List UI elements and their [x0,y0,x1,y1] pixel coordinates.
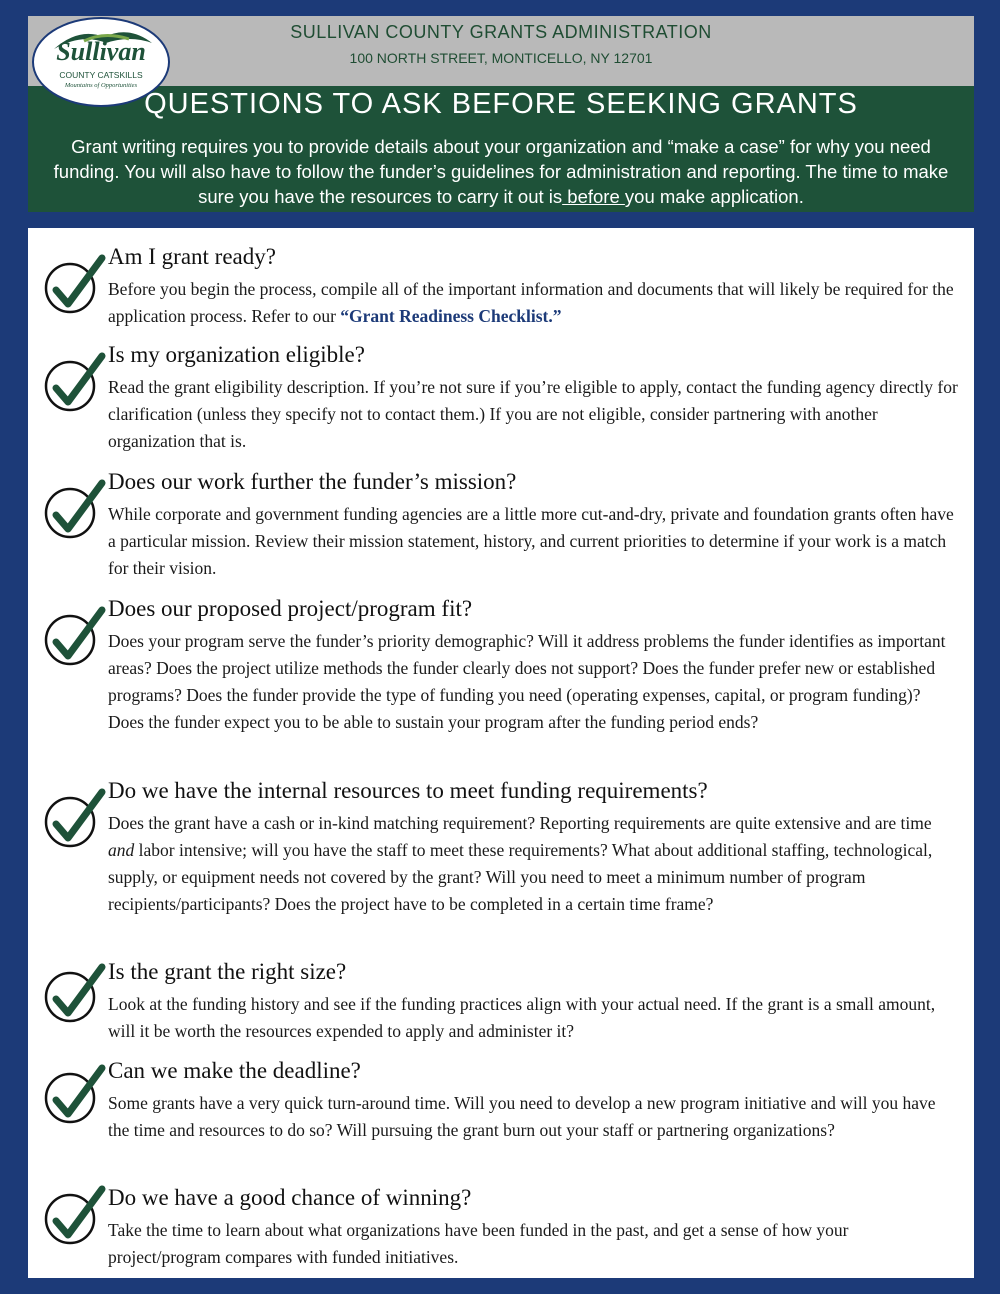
question-title: Do we have a good chance of winning? [108,1185,472,1210]
question-body-text: labor intensive; will you have the staff to meet these requirements? What about additional staffing, technological, supply, or equipment needs not covered by the grant? Will you need to meet a minimum number of program recipients/participants? Does the project have to be completed in a certain time frame? [108,840,933,914]
question-title: Can we make the deadline? [108,1058,361,1083]
checkmark-icon [42,352,108,414]
question-title: Is my organization eligible? [108,342,365,367]
question-title: Does our work further the funder’s mission? [108,469,517,494]
questions-panel [28,228,974,1278]
question-body: Read the grant eligibility description. If you’re not sure if you’re eligible to apply, contact the funding agency directly for clarification (unless they specify not to contact them.) If you are not eligible, consider partnering with another organization that is. [108,377,958,451]
intro-text [40,134,962,209]
question-body [108,276,958,330]
question-body: Does your program serve the funder’s priority demographic? Will it address problems the funder identifies as important areas? Does the project utilize methods the funder clearly does not support? Does the funder prefer new or established programs? Does the funder provide the type of funding you need (operating expenses, capital, or program funding)? Does the funder expect you to be able to sustain your program after the funding period ends? [108,631,946,732]
org-address: 100 NORTH STREET, MONTICELLO, NY 12701 [349,50,653,66]
checkmark-icon [42,1064,108,1126]
checkmark-icon [42,606,108,668]
checkmark-icon [42,788,108,850]
checkmark-icon [42,963,108,1025]
intro-underlined: before [562,186,625,207]
question-title: Do we have the internal resources to meet funding requirements? [108,778,708,803]
question-body: Some grants have a very quick turn-around time. Will you need to develop a new program initiative and will you have the time and resources to do so? Will pursuing the grant burn out your staff or partnering organizations? [108,1093,936,1140]
sullivan-county-logo [32,17,170,107]
logo-tagline: Mountains of Opportunities [64,82,138,89]
question-body-text: Does the grant have a cash or in-kind matching requirement? Reporting requirements are quite extensive and are time [108,813,932,833]
logo-county: COUNTY CATSKILLS [59,70,143,80]
question-body: While corporate and government funding agencies are a little more cut-and-dry, private and foundation grants often have a particular mission. Review their mission statement, history, and current priorities to determine if your work is a match for their vision. [108,504,954,578]
question-title: Am I grant ready? [108,244,276,269]
page-title: QUESTIONS TO ASK BEFORE SEEKING GRANTS [144,88,858,120]
question-title: Is the grant the right size? [108,959,347,984]
intro-part2: you make application. [624,186,804,207]
checkmark-icon [42,254,108,316]
grant-readiness-checklist-link[interactable]: “Grant Readiness Checklist.” [340,306,562,326]
question-body [108,810,958,918]
logo-script: Sullivan [56,37,146,66]
org-name: SULLIVAN COUNTY GRANTS ADMINISTRATION [290,22,712,42]
checkmark-icon [42,479,108,541]
checkmark-icon [42,1185,108,1247]
intro-part1: Grant writing requires you to provide details about your organization and “make a case” for why you need funding. You will also have to follow the funder’s guidelines for administration and reporting. The time to make sure you have the resources to carry it out is [53,136,949,207]
question-body: Look at the funding history and see if the funding practices align with your actual need. If the grant is a small amount, will it be worth the resources expended to apply and administer it? [108,994,936,1041]
question-body: Take the time to learn about what organizations have been funded in the past, and get a sense of how your project/program compares with funded initiatives. [108,1220,849,1267]
question-body-text: Before you begin the process, compile all of the important information and documents that will likely be required for the application process. Refer to our [108,279,954,326]
question-body-italic: and [108,840,135,860]
question-title: Does our proposed project/program fit? [108,596,473,621]
